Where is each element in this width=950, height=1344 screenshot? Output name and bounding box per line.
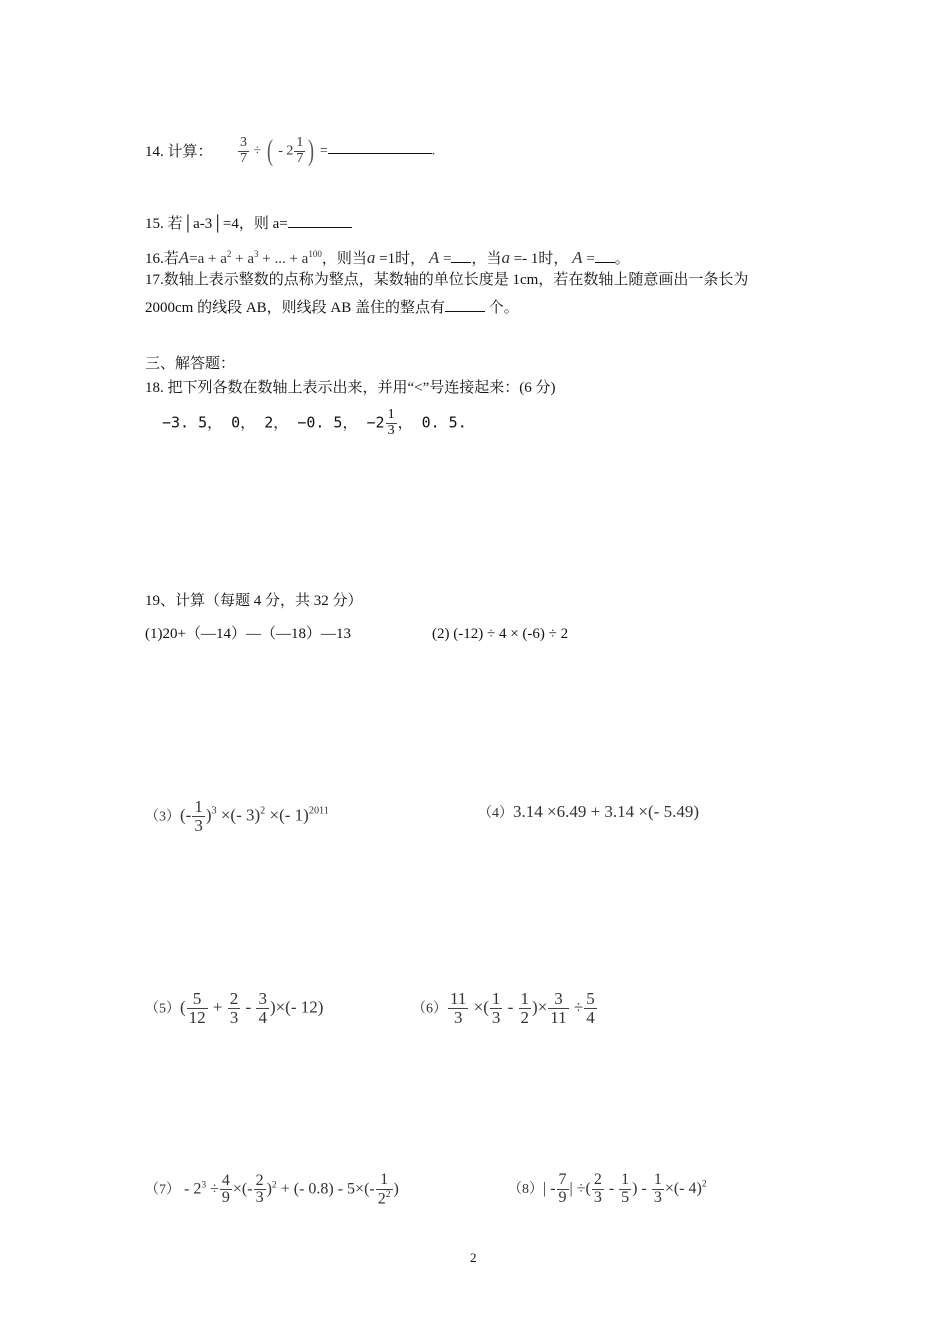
problem-8: （8）| - $\frac{7}{9}$ | ÷( $\frac{2}{3}$ - $\frac{1}{5}$ ) - $\frac{1}{3}$ ×(- 4)$^2$ (508, 1171, 707, 1206)
q17-line2: 2000cm 的线段 AB，则线段 AB 盖住的整点有 个。 (145, 297, 519, 318)
answer-blank (328, 139, 432, 154)
answer-blank (595, 248, 615, 263)
q18-numbers: −3. 5， 0， 2， −0. 5， −2 $\frac{1}{3}$ ， 0. 5. (162, 407, 467, 438)
fraction: $\frac{3}{7}$ (240, 135, 247, 166)
answer-blank (288, 213, 352, 228)
q14 (145, 142, 213, 162)
q18-title: 18. 把下列各数在数轴上表示出来，并用“<”号连接起来：(6 分) (145, 380, 556, 396)
problem-4: （4）3.14 ×6.49 + 3.14 ×(- 5.49) (478, 802, 699, 821)
problem-7: $(7) - 2^3$ ÷ $\frac{4}{9}$ ×(- $\frac{2}{3}$ )$^2$ + (- 0.8) - 5×(- $\frac{1}{2^2}$ ) (145, 1171, 399, 1208)
fraction: $\frac{1}{3}$ (387, 407, 395, 438)
q14-expression: $\frac{3}{7}$ ÷ ( - 2 $\frac{1}{7}$ ) = . (240, 134, 436, 168)
section-title: 三、解答题： (145, 356, 236, 372)
fraction: $\frac{1}{7}$ (296, 135, 304, 166)
q17-line1: 17.数轴上表示整数的点称为整点，某数轴的单位长度是 1cm，若在数轴上随意画出一条长为 (145, 272, 749, 288)
q19-title: 19、计算（每题 4 分，共 32 分） (145, 593, 363, 609)
fraction: $\frac{1}{3}$ (194, 797, 203, 835)
page-number: 2 (470, 1250, 477, 1265)
problem-5: （5）( $\frac{5}{12}$ + $\frac{2}{3}$ - $\frac{3}{4}$ )×(- 12) (145, 989, 324, 1027)
problem-1: (1)20+（—14）—（—18）—13 (145, 626, 351, 642)
problem-6: （6） $\frac{11}{3}$ ×( $\frac{1}{3}$ - $\frac{1}{2}$ )× $\frac{3}{11}$ ÷ $\frac{5}{4}$ (412, 989, 595, 1027)
answer-blank (445, 297, 485, 312)
q15: 15. 若│a-3│=4，则 a= (145, 213, 352, 234)
problem-3: （3）(- $\frac{1}{3}$ )$^3$ ×(- 3)$^2$ ×(- 1)$^{2011}$ (145, 797, 329, 835)
problem-2: (2) (-12) ÷ 4 × (-6) ÷ 2 (432, 626, 569, 642)
q14-label: 14. 计算： (145, 144, 213, 160)
q16: 16.若$A=a + a^2 + a^3$ + ... + $a^{100}$，则当a =1时， A = ，当a =- 1时， A = 。 (145, 248, 630, 267)
answer-blank (451, 248, 471, 263)
